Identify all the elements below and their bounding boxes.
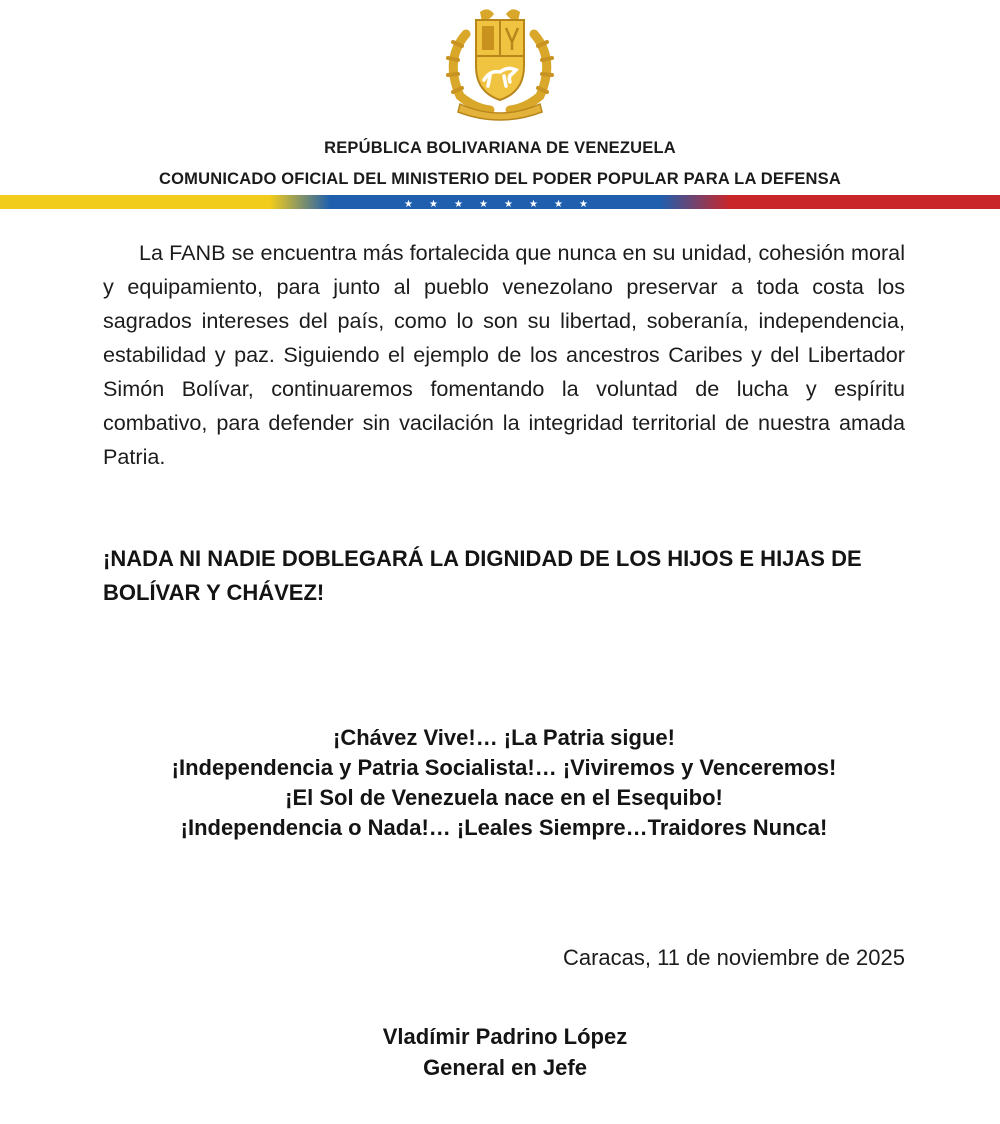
svg-text:★: ★ [429,199,438,209]
flag-stripe [0,195,1000,209]
header-ministry: COMUNICADO OFICIAL DEL MINISTERIO DEL PODER POPULAR PARA LA DEFENSA [159,170,841,188]
slogan-line: ¡El Sol de Venezuela nace en el Esequibo! [285,785,723,810]
slogans-block [100,723,908,843]
coat-of-arms-logo [438,4,562,122]
slogan-line: ¡Independencia o Nada!… ¡Leales Siempre…Traidores Nunca! [180,815,828,840]
svg-text:★: ★ [454,199,463,209]
svg-text:★: ★ [479,199,488,209]
svg-text:★: ★ [579,199,588,209]
signatory-title: General en Jefe [423,1055,587,1080]
slogan-line: ¡Independencia y Patria Socialista!… ¡Viviremos y Venceremos! [171,755,837,780]
header-country: REPÚBLICA BOLIVARIANA DE VENEZUELA [324,139,676,157]
date-line: Caracas, 11 de noviembre de 2025 [562,945,905,970]
emphasis-statement: ¡NADA NI NADIE DOBLEGARÁ LA DIGNIDAD DE LOS HIJOS E HIJAS DE BOLÍVAR Y CHÁVEZ! [103,546,862,605]
signatory-name: Vladímir Padrino López [382,1024,628,1049]
svg-text:★: ★ [529,199,538,209]
slogan-line: ¡Chávez Vive!… ¡La Patria sigue! [333,725,675,750]
svg-text:★: ★ [504,199,513,209]
svg-text:★: ★ [554,199,563,209]
statement-paragraph: La FANB se encuentra más fortalecida que nunca en su unidad, cohesión moral y equipamiento, para junto al pueblo venezolano preservar a toda costa los sagrados intereses del país, como lo son su libertad, soberanía, independencia, estabilidad y paz. Siguiendo el ejemplo de los ancestros Caribes y del Libertador Simón Bolívar, continuaremos fomentando la voluntad de lucha y espíritu combativo, para defender sin vacilación la integridad territorial de nuestra amada Patria. [103,240,905,469]
svg-text:★: ★ [404,199,413,209]
